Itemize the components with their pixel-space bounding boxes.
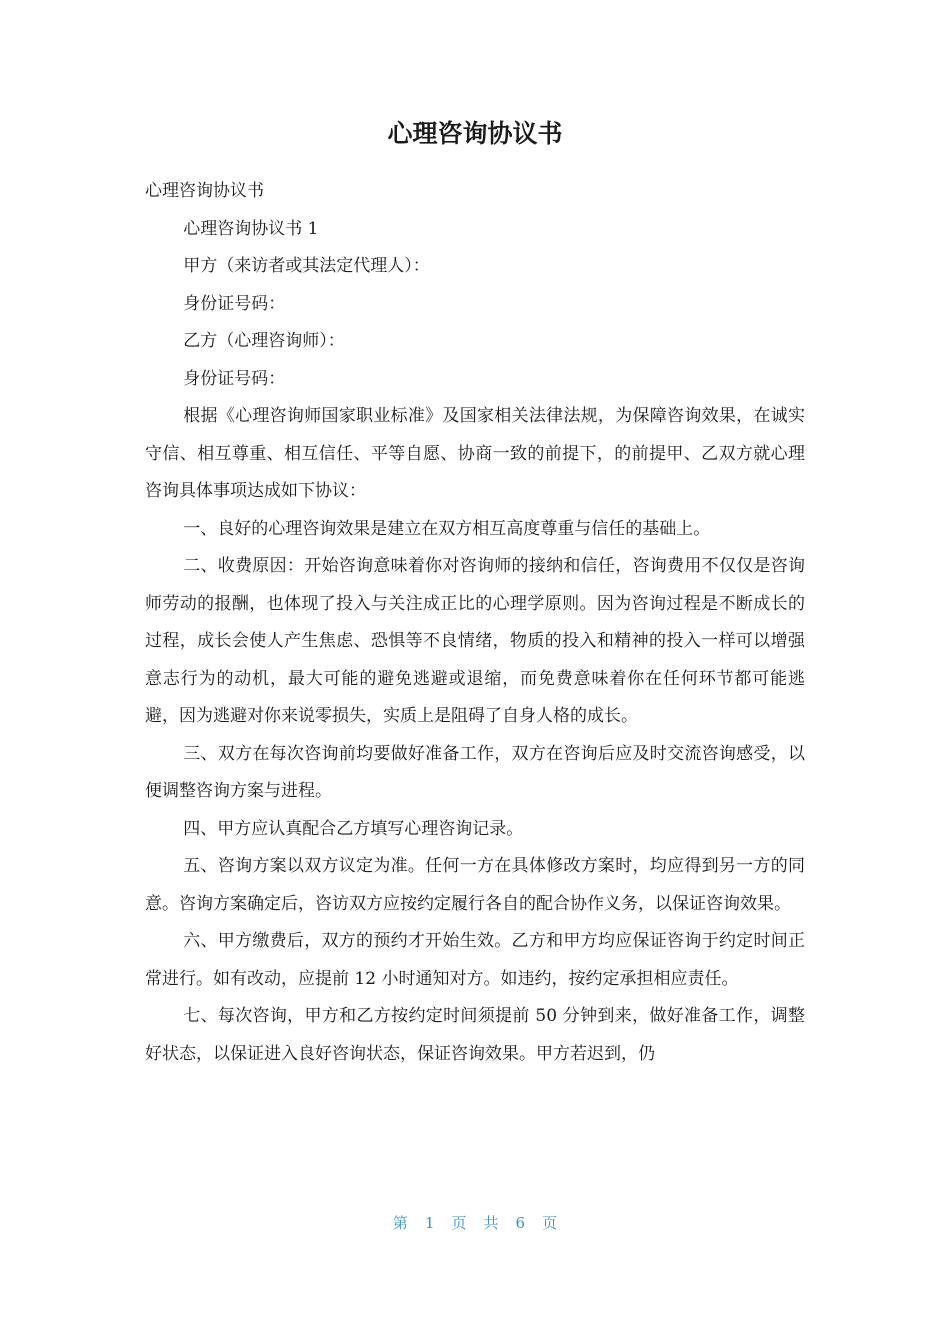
paragraph-clause-5: 五、咨询方案以双方议定为准。任何一方在具体修改方案时，均应得到另一方的同意。咨询方案确定后，咨访双方应按约定履行各自的配合协作义务，以保证咨询效果。 (145, 856, 805, 914)
paragraph-clause-6: 六、甲方缴费后，双方的预约才开始生效。乙方和甲方均应保证咨询于约定时间正常进行。如有改动，应提前 12 小时通知对方。如违约，按约定承担相应责任。 (145, 931, 805, 989)
paragraph-subtitle: 心理咨询协议书 1 (183, 218, 319, 239)
paragraph-clause-1: 一、良好的心理咨询效果是建立在双方相互高度尊重与信任的基础上。 (183, 518, 711, 539)
paragraph-clause-3: 三、双方在每次咨询前均要做好准备工作，双方在咨询后应及时交流咨询感受，以便调整咨询方案与进程。 (145, 743, 805, 801)
paragraph-clause-4: 四、甲方应认真配合乙方填写心理咨询记录。 (183, 818, 524, 839)
footer-suffix: 页 (542, 1214, 558, 1232)
page-footer (0, 1211, 950, 1235)
document-title: 心理咨询协议书 (387, 119, 563, 148)
paragraph-clause-2: 二、收费原因：开始咨询意味着你对咨询师的接纳和信任，咨询费用不仅仅是咨询师劳动的报酬，也体现了投入与关注成正比的心理学原则。因为咨询过程是不断成长的过程，成长会使人产生焦虑、恐惧等不良情绪，物质的投入和精神的投入一样可以增强意志行为的动机，最大可能的避免逃避或退缩，而免费意味着你在任何环节都可能逃避，因为逃避对你来说零损失，实质上是阻碍了自身人格的成长。 (145, 556, 805, 726)
paragraph-preamble: 根据《心理咨询师国家职业标准》及国家相关法律法规，为保障咨询效果，在诚实守信、相互尊重、相互信任、平等自愿、协商一致的前提下，的前提甲、乙双方就心理咨询具体事项达成如下协议： (145, 406, 805, 501)
paragraph-party-b-id: 身份证号码： (183, 368, 286, 389)
paragraph-party-a: 甲方（来访者或其法定代理人）： (183, 256, 430, 276)
footer-prefix: 第 (392, 1214, 408, 1232)
footer-page-number: 1 (424, 1214, 435, 1232)
paragraph-clause-7: 七、每次咨询，甲方和乙方按约定时间须提前 50 分钟到来，做好准备工作，调整好状态，以保证进入良好咨询状态，保证咨询效果。甲方若迟到，仍 (145, 1006, 805, 1064)
paragraph-party-a-id: 身份证号码： (183, 293, 286, 314)
document-body (145, 173, 805, 1073)
paragraph-heading: 心理咨询协议书 (145, 181, 264, 201)
paragraph-party-b: 乙方（心理咨询师）： (183, 331, 345, 351)
footer-page-label: 页 (451, 1214, 467, 1232)
footer-total-prefix: 共 (483, 1214, 499, 1232)
footer-page-total: 6 (515, 1214, 526, 1232)
